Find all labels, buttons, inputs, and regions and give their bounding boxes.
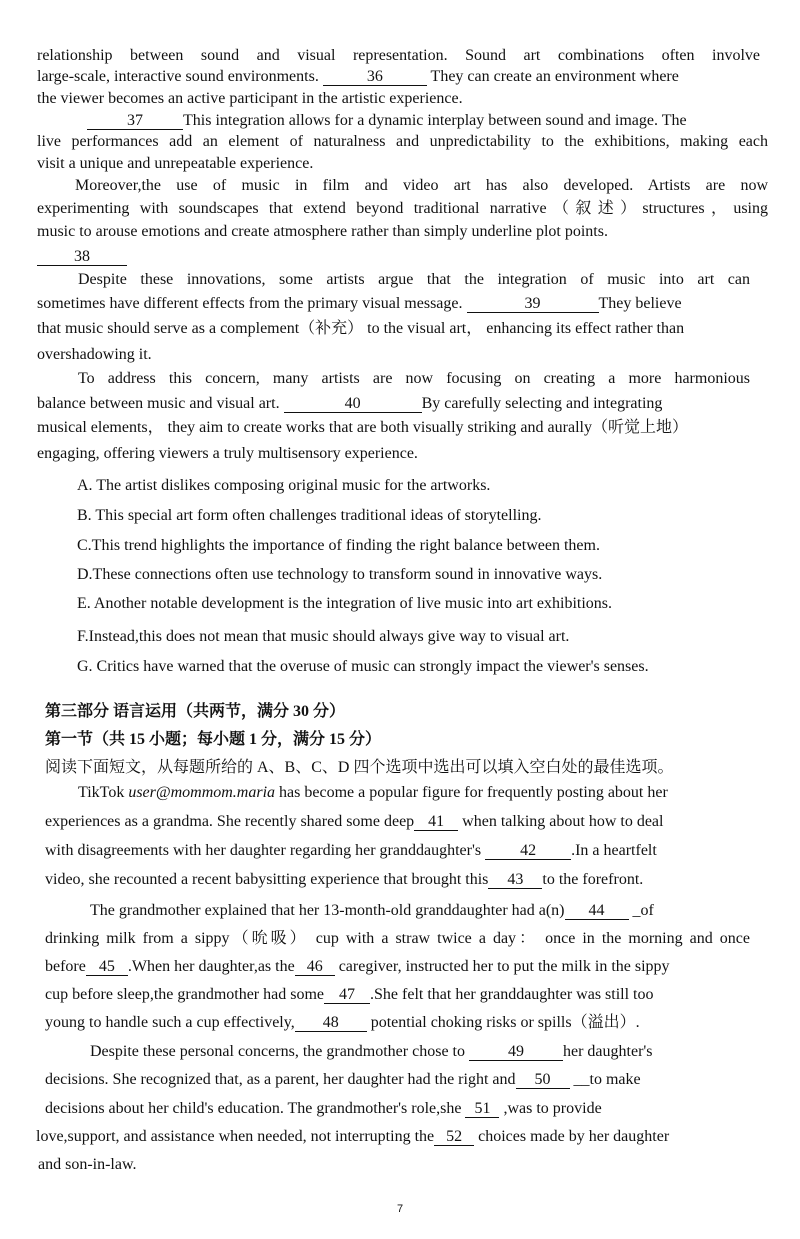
blank-46[interactable]: 46 (295, 958, 335, 976)
text-line: live performances add an element of naturalness and unpredictability to the exhibitions, making each (37, 133, 768, 150)
blank-37[interactable]: 37 (87, 112, 183, 130)
text-line: 37 This integration allows for a dynamic interplay between sound and image. The (87, 111, 687, 131)
text-line: the viewer becomes an active participant in the artistic experience. (37, 90, 463, 107)
option-d: D.These connections often use technology to transform sound in innovative ways. (77, 566, 603, 583)
text-line: sometimes have different effects from the primary visual message. 39 They believe (37, 295, 682, 312)
text-line: with disagreements with her daughter regarding her granddaughter's 42 .In a heartfelt (45, 842, 657, 859)
username: user@mommom.maria (128, 784, 276, 801)
text-line: experimenting with soundscapes that extend beyond traditional narrative（叙述）structures，using (37, 200, 768, 217)
text-line: drinking milk from a sippy（吮吸） cup with a straw twice a day： once in the morning and once (45, 930, 750, 947)
text-line: overshadowing it. (37, 346, 152, 363)
instructions: 阅读下面短文，从每题所给的 A、B、C、D 四个选项中选出可以填入空白处的最佳选项。 (45, 759, 674, 776)
section-title: 第三部分 语言运用（共两节，满分 30 分） (45, 703, 346, 720)
text-line: before 45 .When her daughter,as the 46 caregiver, instructed her to put the milk in the sippy (45, 958, 670, 975)
text-line: and son-in-law. (38, 1156, 137, 1173)
text-line: Moreover,the use of music in film and video art has also developed. Artists are now (75, 177, 768, 194)
blank-42[interactable]: 42 (485, 842, 571, 860)
subsection-title: 第一节（共 15 小题；每小题 1 分，满分 15 分） (45, 731, 382, 748)
option-g: G. Critics have warned that the overuse of music can strongly impact the viewer's senses. (77, 658, 649, 675)
option-a: A. The artist dislikes composing original music for the artworks. (77, 477, 491, 494)
blank-50[interactable]: 50 (516, 1071, 570, 1089)
text-line: Despite these personal concerns, the grandmother chose to 49 her daughter's (90, 1043, 653, 1060)
blank-47[interactable]: 47 (324, 986, 370, 1004)
blank-49[interactable]: 49 (469, 1043, 563, 1061)
blank-43[interactable]: 43 (488, 871, 542, 889)
option-f: F.Instead,this does not mean that music should always give way to visual art. (77, 628, 570, 645)
page-number: 7 (397, 1203, 404, 1215)
text-line: love,support, and assistance when needed, not interrupting the 52 choices made by her daughter (36, 1128, 670, 1145)
blank-48[interactable]: 48 (295, 1014, 367, 1032)
text-line: relationship between sound and visual representation. Sound art combinations often involve (37, 47, 760, 64)
blank-39[interactable]: 39 (467, 295, 599, 313)
text-line: cup before sleep,the grandmother had some 47 .She felt that her granddaughter was still too (45, 986, 654, 1003)
text-line: visit a unique and unrepeatable experience. (37, 155, 314, 172)
blank-36[interactable]: 36 (323, 68, 427, 86)
text-line: The grandmother explained that her 13-month-old granddaughter had a(n) 44 _of (90, 902, 654, 919)
blank-51[interactable]: 51 (465, 1100, 499, 1118)
option-c: C.This trend highlights the importance of finding the right balance between them. (77, 537, 600, 554)
option-b: B. This special art form often challenges traditional ideas of storytelling. (77, 507, 542, 524)
text-line: decisions about her child's education. The grandmother's role,she 51 ,was to provide (45, 1100, 602, 1117)
text-line: video, she recounted a recent babysitting experience that brought this 43 to the forefront. (45, 871, 644, 888)
blank-41[interactable]: 41 (414, 813, 458, 831)
text-line (37, 247, 127, 267)
text-line: experiences as a grandma. She recently shared some deep 41 when talking about how to deal (45, 813, 664, 830)
blank-38[interactable]: 38 (37, 248, 127, 266)
text-line: TikTok user@mommom.maria has become a popular figure for frequently posting about her (78, 784, 668, 801)
blank-45[interactable]: 45 (86, 958, 128, 976)
text-line: decisions. She recognized that, as a parent, her daughter had the right and 50 __to make (45, 1071, 641, 1088)
text-line: music to arouse emotions and create atmosphere rather than simply underline plot points. (37, 223, 608, 240)
blank-40[interactable]: 40 (284, 395, 422, 413)
text-line: balance between music and visual art. 40 By carefully selecting and integrating (37, 395, 663, 412)
text-line: To address this concern, many artists are now focusing on creating a more harmonious (78, 370, 750, 387)
text-line: large-scale, interactive sound environments. 36 They can create an environment where (37, 68, 679, 85)
text-line: young to handle such a cup effectively, 48 potential choking risks or spills（溢出）. (45, 1014, 640, 1031)
text-line: that music should serve as a complement（补充） to the visual art， enhancing its effect rather than (37, 320, 685, 337)
text-line: Despite these innovations, some artists argue that the integration of music into art can (78, 271, 750, 288)
blank-44[interactable]: 44 (565, 902, 629, 920)
text-line: engaging, offering viewers a truly multisensory experience. (37, 445, 418, 462)
text-line: musical elements， they aim to create works that are both visually striking and aurally（听觉上地） (37, 419, 688, 436)
blank-52[interactable]: 52 (434, 1128, 474, 1146)
option-e: E. Another notable development is the integration of live music into art exhibitions. (77, 595, 612, 612)
